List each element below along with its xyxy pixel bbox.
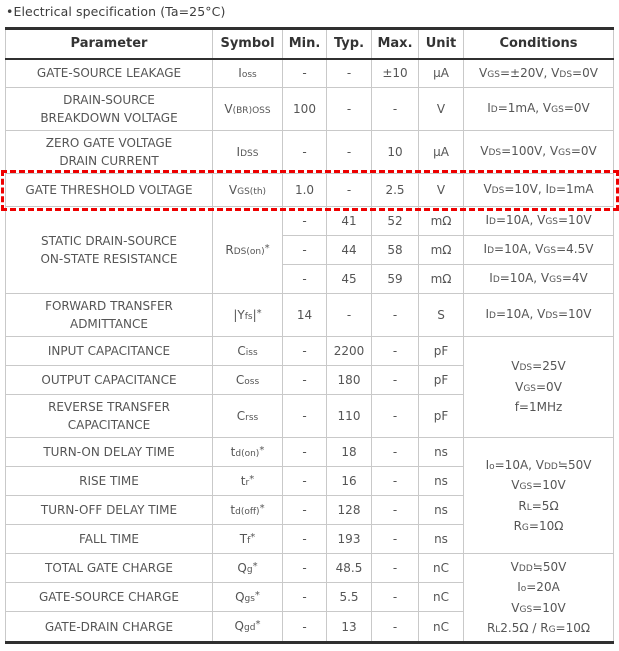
max-cell: - bbox=[372, 525, 419, 554]
typ-cell: 180 bbox=[327, 366, 372, 395]
max-cell: - bbox=[372, 467, 419, 496]
col-header-typ: Typ. bbox=[327, 29, 372, 59]
symbol-cell: RDS(on)* bbox=[213, 207, 283, 294]
param-cell: OUTPUT CAPACITANCE bbox=[6, 366, 213, 395]
min-cell: - bbox=[283, 525, 327, 554]
param-cell: ZERO GATE VOLTAGE DRAIN CURRENT bbox=[6, 131, 213, 174]
max-cell: - bbox=[372, 294, 419, 337]
unit-cell: ns bbox=[419, 438, 464, 467]
symbol-cell: Qgd* bbox=[213, 612, 283, 643]
min-cell: - bbox=[283, 59, 327, 88]
symbol-cell: IDSS bbox=[213, 131, 283, 174]
highlighted-row bbox=[6, 174, 614, 207]
param-cell: FORWARD TRANSFER ADMITTANCE bbox=[6, 294, 213, 337]
typ-cell: 5.5 bbox=[327, 583, 372, 612]
param-cell: GATE-SOURCE LEAKAGE bbox=[6, 59, 213, 88]
max-cell: - bbox=[372, 337, 419, 366]
typ-cell: 18 bbox=[327, 438, 372, 467]
max-cell: - bbox=[372, 88, 419, 131]
col-header-symbol: Symbol bbox=[213, 29, 283, 59]
param-cell: RISE TIME bbox=[6, 467, 213, 496]
table-header bbox=[6, 29, 614, 59]
max-cell: - bbox=[372, 496, 419, 525]
symbol-cell: tr* bbox=[213, 467, 283, 496]
typ-cell: 44 bbox=[327, 236, 372, 265]
min-cell: 100 bbox=[283, 88, 327, 131]
unit-cell: nC bbox=[419, 554, 464, 583]
typ-cell: 128 bbox=[327, 496, 372, 525]
table-row bbox=[6, 554, 614, 583]
header-row bbox=[6, 29, 614, 59]
typ-cell: 48.5 bbox=[327, 554, 372, 583]
table-row bbox=[6, 207, 614, 236]
unit-cell: pF bbox=[419, 366, 464, 395]
conditions-cell: ID=10A, VDS=10V bbox=[464, 294, 614, 337]
param-cell: STATIC DRAIN-SOURCE ON-STATE RESISTANCE bbox=[6, 207, 213, 294]
param-cell: INPUT CAPACITANCE bbox=[6, 337, 213, 366]
table-row bbox=[6, 88, 614, 131]
symbol-cell: td(off)* bbox=[213, 496, 283, 525]
param-cell: REVERSE TRANSFER CAPACITANCE bbox=[6, 395, 213, 438]
min-cell: - bbox=[283, 265, 327, 294]
unit-cell: ns bbox=[419, 525, 464, 554]
min-cell: - bbox=[283, 554, 327, 583]
spec-table bbox=[5, 27, 614, 644]
symbol-cell: Ciss bbox=[213, 337, 283, 366]
unit-cell: nC bbox=[419, 583, 464, 612]
conditions-cell: VDS=25V VGS=0V f=1MHz bbox=[464, 337, 614, 438]
min-cell: - bbox=[283, 496, 327, 525]
typ-cell: - bbox=[327, 59, 372, 88]
param-cell: GATE-SOURCE CHARGE bbox=[6, 583, 213, 612]
param-cell: TURN-ON DELAY TIME bbox=[6, 438, 213, 467]
min-cell: - bbox=[283, 467, 327, 496]
min-cell: - bbox=[283, 395, 327, 438]
max-cell: - bbox=[372, 438, 419, 467]
max-cell: - bbox=[372, 554, 419, 583]
min-cell: - bbox=[283, 337, 327, 366]
unit-cell: μA bbox=[419, 59, 464, 88]
max-cell: 58 bbox=[372, 236, 419, 265]
conditions-cell: VDS=10V, ID=1mA bbox=[464, 174, 614, 207]
table-row bbox=[6, 294, 614, 337]
conditions-cell: ID=10A, VGS=4V bbox=[464, 265, 614, 294]
col-header-unit: Unit bbox=[419, 29, 464, 59]
param-cell: TURN-OFF DELAY TIME bbox=[6, 496, 213, 525]
unit-cell: μA bbox=[419, 131, 464, 174]
conditions-cell: Io=10A, VDD≒50V VGS=10V RL=5Ω RG=10Ω bbox=[464, 438, 614, 554]
symbol-cell: Ioss bbox=[213, 59, 283, 88]
max-cell: 2.5 bbox=[372, 174, 419, 207]
conditions-cell: ID=1mA, VGS=0V bbox=[464, 88, 614, 131]
max-cell: 52 bbox=[372, 207, 419, 236]
param-cell: FALL TIME bbox=[6, 525, 213, 554]
min-cell: - bbox=[283, 583, 327, 612]
typ-cell: 193 bbox=[327, 525, 372, 554]
max-cell: 10 bbox=[372, 131, 419, 174]
typ-cell: 16 bbox=[327, 467, 372, 496]
max-cell: - bbox=[372, 583, 419, 612]
conditions-cell: VDD≒50V Io=20A VGS=10V RL2.5Ω / RG=10Ω bbox=[464, 554, 614, 643]
min-cell: - bbox=[283, 131, 327, 174]
min-cell: 14 bbox=[283, 294, 327, 337]
col-header-conditions: Conditions bbox=[464, 29, 614, 59]
max-cell: - bbox=[372, 612, 419, 643]
col-header-max: Max. bbox=[372, 29, 419, 59]
symbol-cell: Coss bbox=[213, 366, 283, 395]
typ-cell: 2200 bbox=[327, 337, 372, 366]
symbol-cell: Crss bbox=[213, 395, 283, 438]
typ-cell: - bbox=[327, 131, 372, 174]
unit-cell: pF bbox=[419, 395, 464, 438]
unit-cell: mΩ bbox=[419, 265, 464, 294]
min-cell: - bbox=[283, 612, 327, 643]
symbol-cell: Tf* bbox=[213, 525, 283, 554]
min-cell: - bbox=[283, 207, 327, 236]
typ-cell: 110 bbox=[327, 395, 372, 438]
typ-cell: 41 bbox=[327, 207, 372, 236]
symbol-cell: |Yfs|* bbox=[213, 294, 283, 337]
conditions-cell: VGS=±20V, VDS=0V bbox=[464, 59, 614, 88]
unit-cell: ns bbox=[419, 496, 464, 525]
unit-cell: S bbox=[419, 294, 464, 337]
conditions-cell: ID=10A, VGS=10V bbox=[464, 207, 614, 236]
typ-cell: 13 bbox=[327, 612, 372, 643]
min-cell: - bbox=[283, 236, 327, 265]
typ-cell: - bbox=[327, 174, 372, 207]
unit-cell: V bbox=[419, 88, 464, 131]
unit-cell: V bbox=[419, 174, 464, 207]
col-header-parameter: Parameter bbox=[6, 29, 213, 59]
unit-cell: mΩ bbox=[419, 207, 464, 236]
typ-cell: 45 bbox=[327, 265, 372, 294]
typ-cell: - bbox=[327, 88, 372, 131]
param-cell: TOTAL GATE CHARGE bbox=[6, 554, 213, 583]
symbol-cell: Qg* bbox=[213, 554, 283, 583]
symbol-cell: Qgs* bbox=[213, 583, 283, 612]
param-cell: GATE THRESHOLD VOLTAGE bbox=[6, 174, 213, 207]
table-row bbox=[6, 131, 614, 174]
unit-cell: nC bbox=[419, 612, 464, 643]
symbol-cell: VGS(th) bbox=[213, 174, 283, 207]
min-cell: 1.0 bbox=[283, 174, 327, 207]
table-row bbox=[6, 438, 614, 467]
symbol-cell: V(BR)OSS bbox=[213, 88, 283, 131]
param-cell: DRAIN-SOURCE BREAKDOWN VOLTAGE bbox=[6, 88, 213, 131]
unit-cell: ns bbox=[419, 467, 464, 496]
symbol-cell: td(on)* bbox=[213, 438, 283, 467]
unit-cell: pF bbox=[419, 337, 464, 366]
table-row bbox=[6, 337, 614, 366]
min-cell: - bbox=[283, 366, 327, 395]
section-title: •Electrical specification (Ta=25°C) bbox=[6, 4, 226, 19]
max-cell: - bbox=[372, 366, 419, 395]
max-cell: ±10 bbox=[372, 59, 419, 88]
typ-cell: - bbox=[327, 294, 372, 337]
max-cell: - bbox=[372, 395, 419, 438]
table-row bbox=[6, 59, 614, 88]
max-cell: 59 bbox=[372, 265, 419, 294]
unit-cell: mΩ bbox=[419, 236, 464, 265]
min-cell: - bbox=[283, 438, 327, 467]
col-header-min: Min. bbox=[283, 29, 327, 59]
conditions-cell: ID=10A, VGS=4.5V bbox=[464, 236, 614, 265]
conditions-cell: VDS=100V, VGS=0V bbox=[464, 131, 614, 174]
param-cell: GATE-DRAIN CHARGE bbox=[6, 612, 213, 643]
